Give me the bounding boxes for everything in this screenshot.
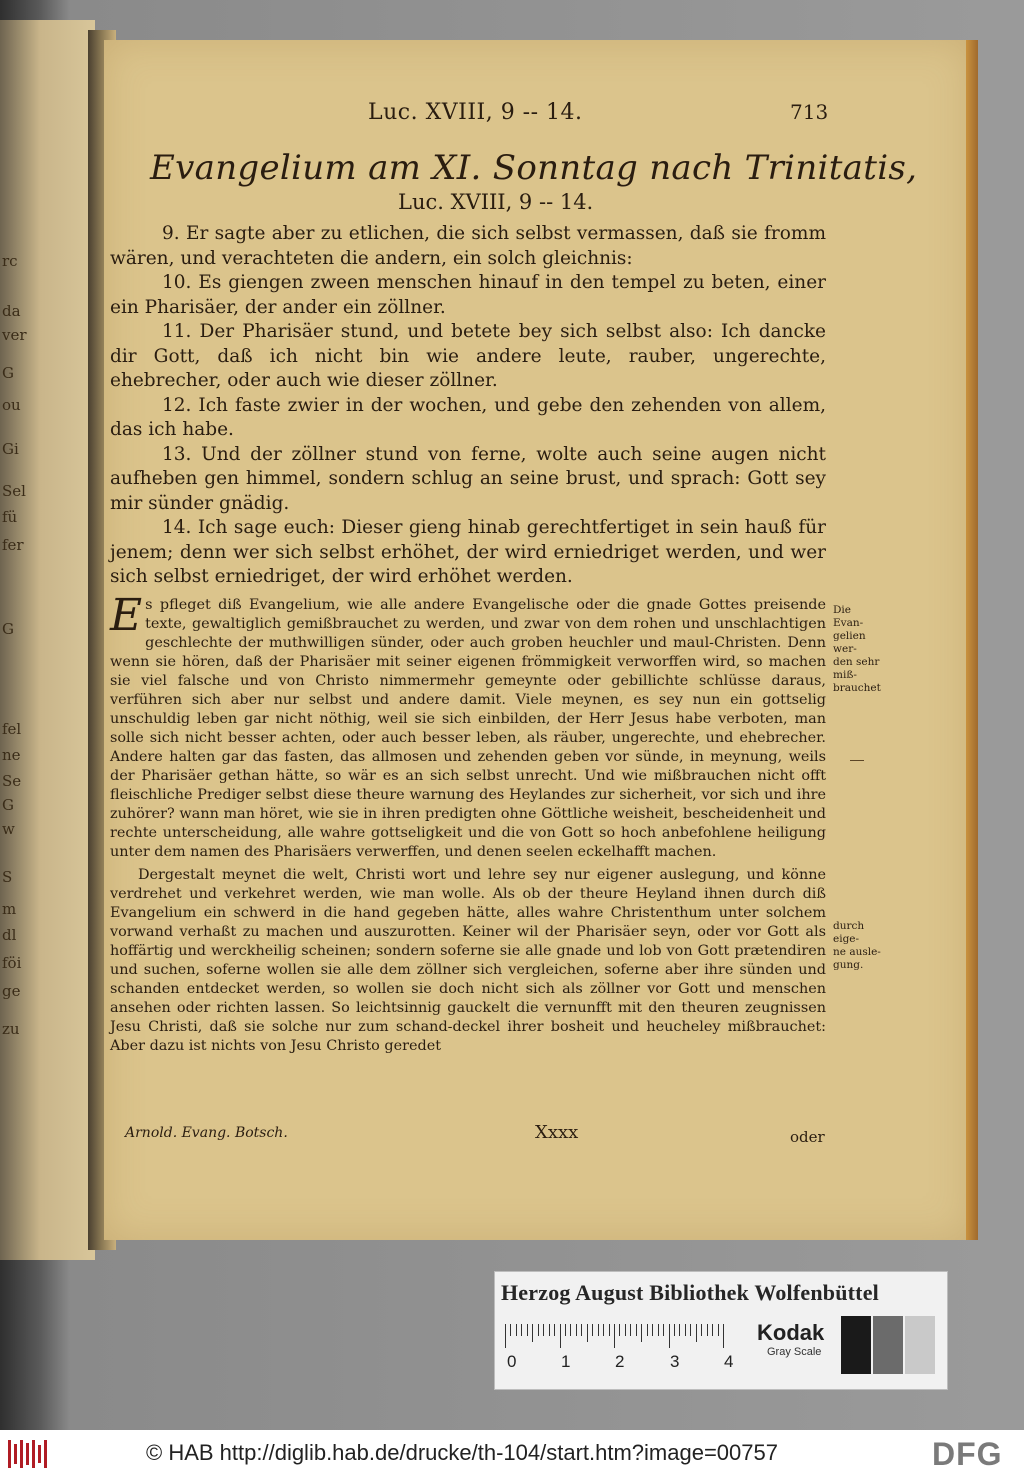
- ruler-tick: [543, 1324, 544, 1336]
- left-page-text: da: [2, 302, 21, 320]
- ruler-tick: [718, 1324, 719, 1336]
- ruler-tick: [565, 1324, 566, 1336]
- ruler: [505, 1324, 741, 1348]
- left-page-text: ge: [2, 982, 21, 1000]
- left-page-text: G: [2, 796, 14, 814]
- ruler-tick: [636, 1324, 637, 1336]
- ruler-tick: [516, 1324, 517, 1336]
- left-page-text: m: [2, 900, 17, 918]
- ruler-tick: [625, 1324, 626, 1336]
- page-number: 713: [790, 100, 829, 124]
- ruler-number: 4: [724, 1352, 734, 1371]
- ruler-tick: [641, 1324, 642, 1342]
- gray-patch: [905, 1316, 935, 1374]
- page-title: Evangelium am XI. Sonntag nach Trinitatis,: [150, 148, 918, 188]
- dfg-logo: DFG: [932, 1436, 1003, 1472]
- left-page-text: zu: [2, 1020, 20, 1038]
- viewer-footer: [0, 1430, 1024, 1478]
- ruler-tick: [576, 1324, 577, 1336]
- left-page-text: Gi: [2, 440, 19, 458]
- ruler-tick: [652, 1324, 653, 1336]
- ruler-tick: [581, 1324, 582, 1336]
- ruler-tick: [609, 1324, 610, 1336]
- ruler-tick: [696, 1324, 697, 1342]
- left-page-text: Se: [2, 772, 22, 790]
- ruler-tick: [527, 1324, 528, 1336]
- ruler-tick: [690, 1324, 691, 1336]
- ruler-tick: [538, 1324, 539, 1336]
- left-page-text: ver: [2, 326, 27, 344]
- commentary-text: s pfleget diß Evangelium, wie alle andere Evangelische oder die gnade Gottes preisende texte, gewaltiglich gemißbrauchet zu werden, und zwar von dem rohen und unschlachtigen geschlechte der muthwilligen sünder, oder auch groben heuchler und maul-Christen. Denn wenn sie hören, daß der Pharisäer mit seiner eigenen frömmigkeit verworffen wird, so machen sie viel falsche und von Christo nimmermehr gemeynte oder gebillichte schlüsse daraus, verführen sich aber nur selbst und andere damit. Viele meynen, es sey nun ein gottselig unschuldig leben gar nicht nöthig, weil sie sich einbilden, der Herr Jesus habe verboten, man solle sich nicht besser achten, oder auch besser leben, als räuber, ungerechte, und ehebrecher. Andere halten gar das fasten, das allmosen und zehenden geben vor sünde, in meynung, weils der Pharisäer gethan hätte, so wär es an sich selbst unrecht. Und wie mißbrauchen nicht offt fleischliche Prediger selbst diese theure warnung des Heylandes zur sicherheit, vor sich und ihre zuhörer? wann man höret, wie sie in ihren predigten ohne Göttliche weisheit, bescheidenheit und rechte unterscheidung, alle wahre gottseligkeit und die von Gott so hoch anbefohlene heiligung unter dem namen des Pharisäers verwerffen, und denen seelen eckelhafft machen.: [110, 597, 826, 860]
- left-page-text: Sel: [2, 482, 26, 500]
- left-page-text: fü: [2, 508, 18, 526]
- ruler-number: 3: [670, 1352, 680, 1371]
- margin-note-line: miß-: [833, 669, 857, 681]
- ruler-tick: [647, 1324, 648, 1336]
- left-page-text: w: [2, 820, 15, 838]
- ruler-tick: [685, 1324, 686, 1336]
- margin-note-line: den sehr: [833, 656, 880, 668]
- ruler-tick: [658, 1324, 659, 1336]
- verse: 11. Der Pharisäer stund, und betete bey sich selbst also: Ich dancke dir Gott, daß ich nicht bin wie andere leute, rauber, ungerechte, ehebrecher, oder auch wie dieser zöllner.: [110, 321, 826, 391]
- verse: 9. Er sagte aber zu etlichen, die sich selbst vermassen, daß sie fromm wären, und verachteten die andern, ein solch gleichnis:: [110, 223, 826, 269]
- ruler-tick: [707, 1324, 708, 1336]
- ruler-tick: [701, 1324, 702, 1336]
- running-head: Luc. XVIII, 9 -- 14.: [368, 100, 583, 125]
- ruler-number: 1: [561, 1352, 571, 1371]
- margin-note: [833, 920, 881, 972]
- ruler-tick: [570, 1324, 571, 1336]
- verse: 12. Ich faste zwier in der wochen, und gebe den zehenden von allem, das ich habe.: [110, 394, 826, 440]
- left-page-text: fel: [2, 720, 22, 738]
- ruler-tick: [598, 1324, 599, 1336]
- margin-note-line: brauchet: [833, 682, 881, 694]
- ruler-tick: [532, 1324, 533, 1342]
- page-subtitle: Luc. XVIII, 9 -- 14.: [398, 190, 594, 214]
- ruler-tick: [663, 1324, 664, 1336]
- margin-note-line: ne ausle-: [833, 946, 881, 958]
- margin-note: [833, 604, 881, 695]
- facing-page-fragment: [0, 20, 95, 1260]
- hab-logo-icon: [8, 1440, 48, 1468]
- left-page-text: rc: [2, 252, 18, 270]
- left-page-text: fer: [2, 536, 24, 554]
- ruler-tick: [679, 1324, 680, 1336]
- left-page-text: G: [2, 364, 14, 382]
- ruler-tick: [614, 1324, 615, 1348]
- verse: 13. Und der zöllner stund von ferne, wolte auch seine augen nicht aufheben gen himmel, sondern schlug an seine brust, und sprach: Gott sey mir sünder gnädig.: [110, 443, 826, 514]
- ruler-number: 0: [507, 1352, 517, 1371]
- margin-note-line: gelien wer-: [833, 630, 866, 655]
- ruler-tick: [603, 1324, 604, 1336]
- margin-rule: [850, 760, 864, 761]
- library-name: Herzog August Bibliothek Wolfenbüttel: [501, 1280, 879, 1305]
- catchword: oder: [790, 1128, 825, 1146]
- drop-cap: E: [110, 590, 143, 641]
- margin-note-line: durch eige-: [833, 920, 865, 945]
- gray-scale-label: Gray Scale: [767, 1346, 822, 1358]
- left-page-text: dl: [2, 926, 17, 944]
- ruler-tick: [554, 1324, 555, 1336]
- commentary-paragraph: Dergestalt meynet die welt, Christi wort und lehre sey nur eigener auslegung, und könne verdrehet und verkehret werden, wie man wolle. Als ob der theure Heyland ihnen durch diß Evangelium ein schwerd in die hand gegeben hätte, alles wahre Christenthum unter solchem vorwand verhaßt zu machen und auszurotten. Keiner wil der Pharisäer seyn, oder vor Gott als hoffärtig und werckheilig scheinen; sondern soferne sie alle gnade und lob von Gott prætendiren und suchen, soferne wollen sie alle dem zöllner sich vergleichen, soferne aber ihre sünden und schanden entdecket werden, so wollen sie doch nicht sich als zöllner vor Gott und menschen ansehen oder richten lassen. So leichtsinnig gauckelt die vernunfft mit den theuren zeugnissen Jesu Christi, daß sie solche nur zum schand-deckel ihrer bosheit und heucheley mißbrauchet: Aber dazu ist nichts von Jesu Christo geredet: [110, 867, 826, 1054]
- color-calibration-card: [494, 1271, 948, 1390]
- ruler-tick: [587, 1324, 588, 1342]
- left-page-text: G: [2, 620, 14, 638]
- copyright-link[interactable]: © HAB http://diglib.hab.de/drucke/th-104/start.htm?image=00757: [146, 1440, 778, 1465]
- ruler-tick: [712, 1324, 713, 1336]
- kodak-logo: Kodak: [757, 1320, 825, 1345]
- left-page-text: ou: [2, 396, 21, 414]
- left-page-text: föi: [2, 954, 22, 972]
- commentary-paragraph: [110, 590, 826, 862]
- sheet-signature: Xxxx: [535, 1122, 579, 1143]
- left-page-text: S: [2, 868, 13, 886]
- ruler-tick: [505, 1324, 506, 1348]
- margin-note-line: gung.: [833, 959, 864, 971]
- ruler-tick: [674, 1324, 675, 1336]
- left-page-text: ne: [2, 746, 21, 764]
- ruler-tick: [560, 1324, 561, 1348]
- gray-patch: [873, 1316, 903, 1374]
- ruler-tick: [669, 1324, 670, 1348]
- page-edge: [966, 40, 978, 1240]
- bible-verses: [110, 222, 826, 590]
- commentary: [110, 590, 826, 1056]
- verse: 10. Es giengen zween menschen hinauf in den tempel zu beten, einer ein Pharisäer, der ander ein zöllner.: [110, 272, 826, 318]
- ruler-number: 2: [615, 1352, 625, 1371]
- ruler-tick: [630, 1324, 631, 1336]
- ruler-tick: [510, 1324, 511, 1336]
- ruler-tick: [723, 1324, 724, 1348]
- ruler-tick: [549, 1324, 550, 1336]
- ruler-tick: [521, 1324, 522, 1336]
- printer-signature: Arnold. Evang. Botsch.: [125, 1125, 288, 1141]
- ruler-tick: [619, 1324, 620, 1336]
- verse: 14. Ich sage euch: Dieser gieng hinab gerechtfertiget in sein hauß für jenem; denn wer sich selbst erhöhet, der wird erniedriget werden, und wer sich selbst erniedriget, der wird erhöhet werden.: [110, 517, 826, 587]
- margin-note-line: Die Evan-: [833, 604, 864, 629]
- gray-patch: [841, 1316, 871, 1374]
- ruler-tick: [592, 1324, 593, 1336]
